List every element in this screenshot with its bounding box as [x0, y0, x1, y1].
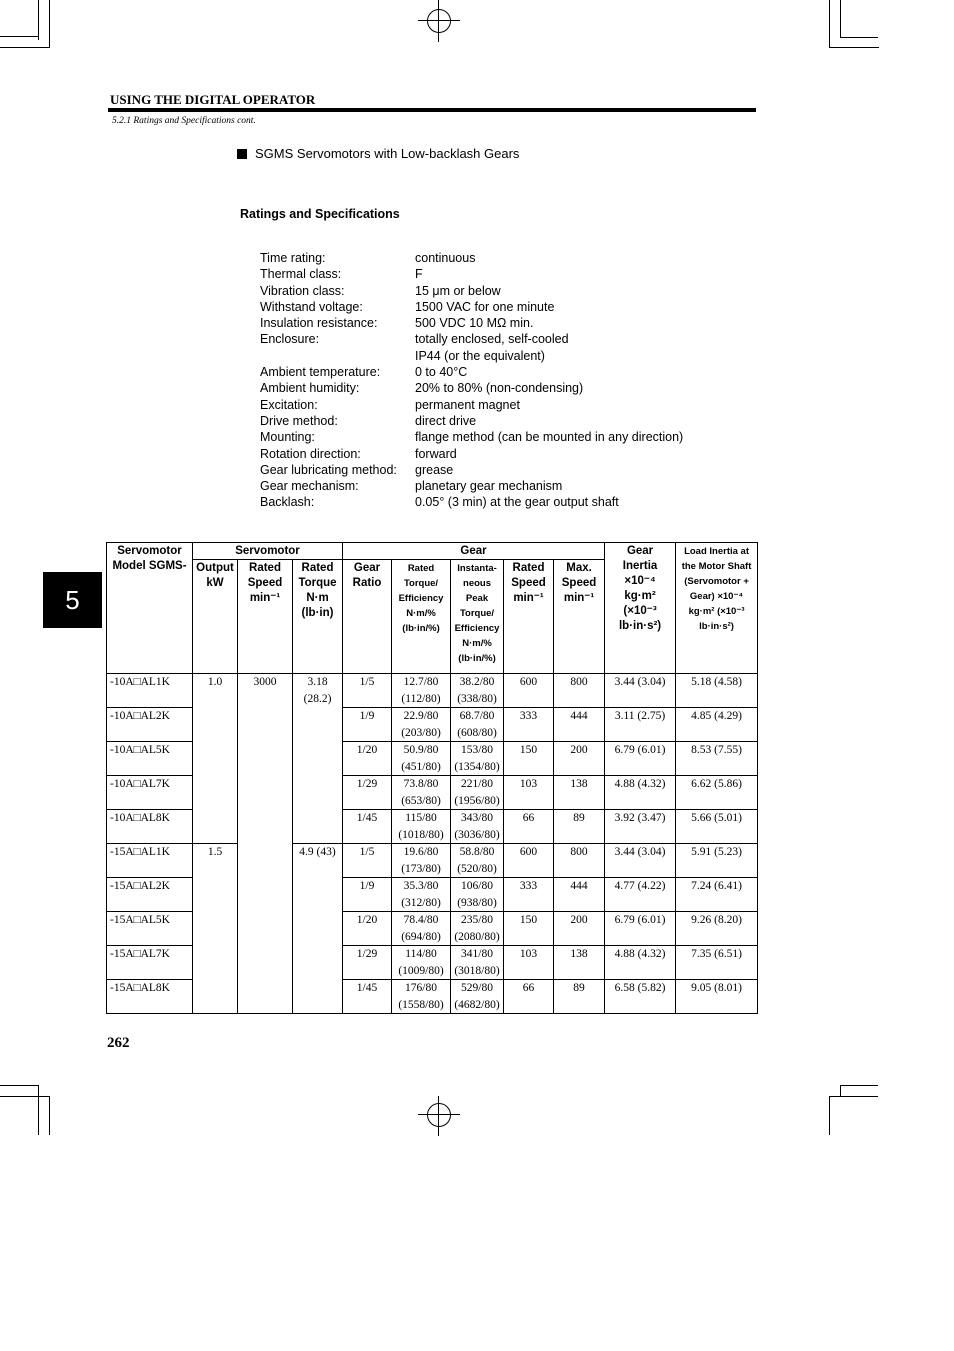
spec-key: Backlash: — [260, 495, 315, 510]
chapter-tab: 5 — [43, 572, 102, 628]
gear-peak-torque-cell — [451, 844, 504, 878]
load-inertia-cell: 5.18 (4.58) — [676, 674, 758, 708]
gear-peak-torque-cell — [451, 912, 504, 946]
gear-ratio-cell: 1/9 — [343, 878, 392, 912]
gear-max-speed-cell: 200 — [554, 742, 605, 776]
gear-peak-torque-cell — [451, 980, 504, 1014]
gear-ratio-cell: 1/20 — [343, 912, 392, 946]
gear-rated-torque-cell-line: 50.9/80 — [403, 744, 439, 756]
spec-value: direct drive — [415, 413, 477, 428]
gear-rated-speed-cell: 600 — [504, 674, 554, 708]
gear-max-speed-cell: 89 — [554, 810, 605, 844]
spec-row — [260, 315, 683, 331]
gear-inertia-cell: 3.11 (2.75) — [605, 708, 676, 742]
gear-inertia-cell: 3.44 (3.04) — [605, 844, 676, 878]
gear-ratio-cell: 1/5 — [343, 674, 392, 708]
model-cell: -10A□AL7K — [107, 776, 193, 810]
running-subheader: 5.2.1 Ratings and Specifications cont. — [112, 116, 256, 126]
model-cell: -15A□AL2K — [107, 878, 193, 912]
spec-row — [260, 380, 683, 396]
spec-table — [106, 542, 758, 1014]
spec-value: 0 to 40°C — [415, 365, 468, 380]
model-cell: -10A□AL8K — [107, 810, 193, 844]
gear-max-speed-cell: 444 — [554, 708, 605, 742]
gear-rated-torque-cell — [392, 810, 451, 844]
spec-key: Ambient temperature: — [260, 365, 381, 380]
header-rated-speed: Rated Speed min⁻¹ — [238, 560, 293, 674]
load-inertia-cell: 5.91 (5.23) — [676, 844, 758, 878]
spec-row — [260, 478, 683, 494]
gear-rated-torque-cell-line: 73.8/80 — [403, 778, 439, 790]
gear-peak-torque-cell-line: (608/80) — [457, 726, 497, 739]
header-gear-inertia: Gear Inertia ×10⁻⁴ kg·m² (×10⁻³ lb·in·s²) — [605, 543, 676, 674]
gear-rated-speed-cell: 66 — [504, 810, 554, 844]
gear-rated-torque-cell-line: 78.4/80 — [403, 914, 439, 926]
gear-rated-torque-cell-line: 19.6/80 — [403, 846, 439, 858]
spec-key: Vibration class: — [260, 283, 345, 298]
header-gear-rated-torque: Rated Torque/ Efficiency N·m/% (lb·in/%) — [392, 560, 451, 674]
gear-peak-torque-cell-line: 343/80 — [461, 812, 493, 824]
gear-ratio-cell: 1/45 — [343, 980, 392, 1014]
spec-value: permanent magnet — [415, 397, 520, 412]
gear-ratio-cell: 1/9 — [343, 708, 392, 742]
spec-key — [260, 348, 415, 364]
gear-rated-torque-cell — [392, 946, 451, 980]
spec-key: Gear lubricating method: — [260, 462, 397, 477]
spec-row — [260, 413, 683, 429]
gear-ratio-cell: 1/29 — [343, 946, 392, 980]
gear-peak-torque-cell-line: 58.8/80 — [459, 846, 495, 858]
gear-rated-speed-cell: 333 — [504, 878, 554, 912]
gear-rated-torque-cell-line: 35.3/80 — [403, 880, 439, 892]
gear-rated-speed-cell: 333 — [504, 708, 554, 742]
gear-rated-torque-cell-line: 22.9/80 — [403, 710, 439, 722]
gear-peak-torque-cell — [451, 708, 504, 742]
spec-key: Thermal class: — [260, 267, 342, 282]
gear-rated-speed-cell: 600 — [504, 844, 554, 878]
header-load-inertia: Load Inertia at the Motor Shaft (Servomotor + Gear) ×10⁻⁴ kg·m² (×10⁻³ lb·in·s²) — [676, 543, 758, 674]
gear-max-speed-cell: 800 — [554, 844, 605, 878]
gear-rated-torque-cell — [392, 878, 451, 912]
header-rated-torque: Rated Torque N·m (lb·in) — [293, 560, 343, 674]
gear-inertia-cell: 6.79 (6.01) — [605, 742, 676, 776]
gear-inertia-cell: 4.77 (4.22) — [605, 878, 676, 912]
gear-rated-torque-cell — [392, 674, 451, 708]
gear-rated-speed-cell: 103 — [504, 946, 554, 980]
gear-peak-torque-cell — [451, 810, 504, 844]
spec-value: totally enclosed, self-cooled — [415, 332, 569, 347]
spec-key: Excitation: — [260, 397, 318, 412]
gear-rated-speed-cell: 150 — [504, 912, 554, 946]
spec-value: 0.05° (3 min) at the gear output shaft — [415, 495, 619, 510]
gear-max-speed-cell: 444 — [554, 878, 605, 912]
gear-peak-torque-cell-line: 153/80 — [461, 744, 493, 756]
gear-peak-torque-cell-line: 68.7/80 — [459, 710, 495, 722]
gear-max-speed-cell: 89 — [554, 980, 605, 1014]
load-inertia-cell: 7.24 (6.41) — [676, 878, 758, 912]
gear-ratio-cell: 1/20 — [343, 742, 392, 776]
gear-inertia-cell: 4.88 (4.32) — [605, 946, 676, 980]
header-gear-peak-torque: Instanta- neous Peak Torque/ Efficiency N·m/% (lb·in/%) — [451, 560, 504, 674]
model-cell: -10A□AL1K — [107, 674, 193, 708]
spec-row — [260, 299, 683, 315]
spec-row — [260, 364, 683, 380]
gear-inertia-cell: 3.92 (3.47) — [605, 810, 676, 844]
gear-rated-torque-cell-line: (1018/80) — [398, 828, 444, 841]
page-number: 262 — [107, 1035, 130, 1051]
spec-value: grease — [415, 462, 454, 477]
gear-rated-speed-cell: 66 — [504, 980, 554, 1014]
spec-key: Insulation resistance: — [260, 316, 378, 331]
gear-peak-torque-cell-line: (1956/80) — [454, 794, 500, 807]
model-cell: -15A□AL5K — [107, 912, 193, 946]
spec-row — [260, 494, 683, 510]
gear-rated-torque-cell-line: 115/80 — [405, 812, 437, 824]
gear-max-speed-cell: 800 — [554, 674, 605, 708]
gear-peak-torque-cell-line: (2080/80) — [454, 930, 500, 943]
rated-speed-cell: 3000 — [238, 674, 293, 1014]
spec-key: Rotation direction: — [260, 446, 361, 461]
gear-peak-torque-cell-line: (520/80) — [457, 862, 497, 875]
gear-rated-torque-cell-line: (1558/80) — [398, 998, 444, 1011]
spec-row — [260, 283, 683, 299]
table-row — [107, 674, 758, 708]
gear-rated-torque-cell-line: (112/80) — [401, 692, 441, 705]
header-servomotor: Servomotor — [193, 543, 343, 560]
gear-peak-torque-cell — [451, 946, 504, 980]
spec-list — [260, 250, 683, 511]
gear-inertia-cell: 4.88 (4.32) — [605, 776, 676, 810]
load-inertia-cell: 4.85 (4.29) — [676, 708, 758, 742]
table-row — [107, 844, 758, 878]
ratings-heading: Ratings and Specifications — [240, 207, 400, 221]
gear-rated-torque-cell — [392, 844, 451, 878]
spec-key: Gear mechanism: — [260, 479, 359, 494]
gear-peak-torque-cell-line: 235/80 — [461, 914, 493, 926]
spec-value: continuous — [415, 251, 476, 265]
gear-peak-torque-cell — [451, 674, 504, 708]
spec-value: forward — [415, 446, 457, 461]
spec-row — [260, 397, 683, 413]
spec-key: Withstand voltage: — [260, 299, 363, 314]
gear-peak-torque-cell-line: (3018/80) — [454, 964, 500, 977]
gear-peak-torque-cell-line: 106/80 — [461, 880, 493, 892]
gear-rated-torque-cell-line: 12.7/80 — [403, 676, 439, 688]
spec-row — [260, 446, 683, 462]
gear-rated-torque-cell-line: (203/80) — [401, 726, 441, 739]
gear-max-speed-cell: 138 — [554, 776, 605, 810]
spec-row — [260, 266, 683, 282]
gear-peak-torque-cell — [451, 776, 504, 810]
gear-peak-torque-cell-line: (338/80) — [457, 692, 497, 705]
table-body — [107, 674, 758, 1014]
gear-rated-torque-cell-line: (451/80) — [401, 760, 441, 773]
spec-value: planetary gear mechanism — [415, 479, 563, 494]
spec-key: Mounting: — [260, 430, 315, 445]
gear-ratio-cell: 1/5 — [343, 844, 392, 878]
spec-row — [260, 331, 683, 347]
spec-key: Time rating: — [260, 251, 326, 265]
spec-value: 500 VDC 10 MΩ min. — [415, 316, 534, 331]
header-rule — [108, 108, 756, 112]
spec-value: 15 μm or below — [415, 283, 501, 298]
gear-peak-torque-cell-line: 221/80 — [461, 778, 493, 790]
gear-peak-torque-cell — [451, 878, 504, 912]
gear-peak-torque-cell-line: 529/80 — [461, 982, 493, 994]
gear-peak-torque-cell-line: (1354/80) — [454, 760, 500, 773]
spec-row — [260, 348, 683, 364]
gear-peak-torque-cell-line: 38.2/80 — [459, 676, 495, 688]
header-gear: Gear — [343, 543, 605, 560]
spec-row — [260, 429, 683, 445]
load-inertia-cell: 9.05 (8.01) — [676, 980, 758, 1014]
header-gear-rated-speed: Rated Speed min⁻¹ — [504, 560, 554, 674]
gear-inertia-cell: 6.79 (6.01) — [605, 912, 676, 946]
load-inertia-cell: 5.66 (5.01) — [676, 810, 758, 844]
load-inertia-cell: 7.35 (6.51) — [676, 946, 758, 980]
gear-peak-torque-cell-line: (3036/80) — [454, 828, 500, 841]
gear-ratio-cell: 1/45 — [343, 810, 392, 844]
spec-value: flange method (can be mounted in any direction) — [415, 430, 684, 445]
gear-max-speed-cell: 138 — [554, 946, 605, 980]
model-cell: -10A□AL5K — [107, 742, 193, 776]
spec-key: Ambient humidity: — [260, 381, 360, 396]
gear-inertia-cell: 6.58 (5.82) — [605, 980, 676, 1014]
gear-rated-torque-cell-line: (173/80) — [401, 862, 441, 875]
section-title: SGMS Servomotors with Low-backlash Gears — [237, 146, 519, 161]
gear-rated-torque-cell — [392, 708, 451, 742]
model-cell: -10A□AL2K — [107, 708, 193, 742]
gear-rated-torque-cell-line: (1009/80) — [398, 964, 444, 977]
gear-peak-torque-cell-line: (4682/80) — [454, 998, 500, 1011]
spec-key: Enclosure: — [260, 332, 320, 347]
spec-value: IP44 (or the equivalent) — [415, 348, 545, 363]
output-cell: 1.0 — [193, 674, 238, 844]
model-cell: -15A□AL1K — [107, 844, 193, 878]
model-cell: -15A□AL7K — [107, 946, 193, 980]
square-bullet-icon — [237, 149, 247, 159]
load-inertia-cell: 9.26 (8.20) — [676, 912, 758, 946]
gear-peak-torque-cell-line: 341/80 — [461, 948, 493, 960]
gear-rated-torque-cell — [392, 912, 451, 946]
gear-rated-speed-cell: 103 — [504, 776, 554, 810]
header-gear-max-speed: Max. Speed min⁻¹ — [554, 560, 605, 674]
header-output: Output kW — [193, 560, 238, 674]
gear-rated-torque-cell-line: 176/80 — [405, 982, 437, 994]
spec-row — [260, 462, 683, 478]
load-inertia-cell: 8.53 (7.55) — [676, 742, 758, 776]
gear-rated-torque-cell-line: (694/80) — [401, 930, 441, 943]
spec-value: 1500 VAC for one minute — [415, 299, 555, 314]
rated-torque-cell: 3.18 (28.2) — [293, 674, 343, 844]
header-model: Servomotor Model SGMS- — [107, 543, 193, 674]
load-inertia-cell: 6.62 (5.86) — [676, 776, 758, 810]
model-cell: -15A□AL8K — [107, 980, 193, 1014]
gear-rated-torque-cell — [392, 980, 451, 1014]
rated-torque-cell: 4.9 (43) — [293, 844, 343, 1014]
gear-rated-speed-cell: 150 — [504, 742, 554, 776]
spec-value: 20% to 80% (non-condensing) — [415, 381, 584, 396]
gear-rated-torque-cell-line: (653/80) — [401, 794, 441, 807]
gear-max-speed-cell: 200 — [554, 912, 605, 946]
gear-rated-torque-cell — [392, 742, 451, 776]
running-header: USING THE DIGITAL OPERATOR — [110, 92, 316, 107]
header-gear-ratio: Gear Ratio — [343, 560, 392, 674]
spec-value: F — [415, 267, 423, 282]
gear-peak-torque-cell-line: (938/80) — [457, 896, 497, 909]
gear-rated-torque-cell-line: 114/80 — [405, 948, 437, 960]
gear-ratio-cell: 1/29 — [343, 776, 392, 810]
output-cell: 1.5 — [193, 844, 238, 1014]
spec-key: Drive method: — [260, 413, 338, 428]
gear-inertia-cell: 3.44 (3.04) — [605, 674, 676, 708]
gear-rated-torque-cell-line: (312/80) — [401, 896, 441, 909]
gear-peak-torque-cell — [451, 742, 504, 776]
gear-rated-torque-cell — [392, 776, 451, 810]
spec-row — [260, 250, 683, 266]
